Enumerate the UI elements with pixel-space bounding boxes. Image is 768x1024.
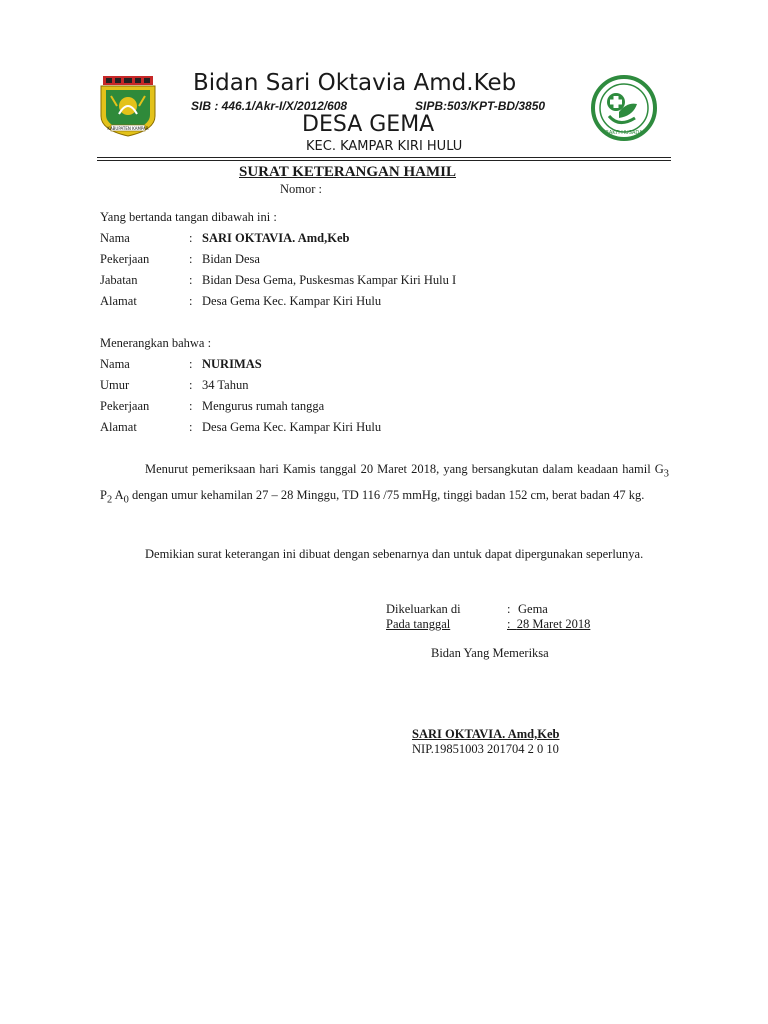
signer-job-label: Pekerjaan xyxy=(100,252,150,266)
seal-banner-text: KABUPATEN KAMPAR xyxy=(107,126,149,131)
bakti-husada-label: BAKTI HUSADA xyxy=(605,130,643,136)
subject-name-label: Nama xyxy=(100,357,130,371)
sipb-number: SIPB:503/KPT-BD/3850 xyxy=(415,99,546,113)
subject-job-label: Pekerjaan xyxy=(100,399,150,413)
colon: : xyxy=(189,252,193,266)
signer-job-value: Bidan Desa xyxy=(202,252,260,266)
number-label: Nomor : xyxy=(280,182,323,196)
sib-number: SIB : 446.1/Akr-I/X/2012/608 xyxy=(191,99,348,113)
colon: : xyxy=(189,357,193,371)
issued-place-label: Dikeluarkan di xyxy=(386,602,461,616)
header-divider-thick xyxy=(97,157,671,158)
paragraph-text: P xyxy=(100,488,107,502)
subject-name-value: NURIMAS xyxy=(202,357,262,371)
document-title: SURAT KETERANGAN HAMIL xyxy=(239,164,456,180)
abortus-count: 0 xyxy=(123,494,129,506)
signature-name: SARI OKTAVIA. Amd,Keb xyxy=(412,727,560,741)
issued-date-label: Pada tanggal xyxy=(386,617,451,631)
village-heading: DESA GEMA xyxy=(302,112,435,137)
signer-position-label: Jabatan xyxy=(100,273,138,287)
para-count: 2 xyxy=(106,494,113,506)
subject-job-value: Mengurus rumah tangga xyxy=(202,399,325,413)
colon: : xyxy=(189,273,193,287)
colon: : xyxy=(507,602,511,616)
paragraph-text: Menurut pemeriksaan hari Kamis tanggal 20 Maret 2018, yang bersangkutan dalam keadaan hamil G xyxy=(145,462,664,476)
district-heading: KEC. KAMPAR KIRI HULU xyxy=(306,139,463,154)
issued-date-colon-value xyxy=(507,617,606,632)
examination-paragraph xyxy=(100,459,669,511)
closing-paragraph: Demikian surat keterangan ini dibuat dengan sebenarnya dan untuk dapat dipergunakan seperlunya. xyxy=(145,547,644,561)
subject-address-label: Alamat xyxy=(100,420,137,434)
colon: : xyxy=(189,231,193,245)
signer-intro: Yang bertanda tangan dibawah ini : xyxy=(100,210,277,224)
paragraph-text: dengan umur kehamilan 27 – 28 Minggu, TD 116 /75 mmHg, tinggi badan 152 cm, berat badan 47 kg. xyxy=(128,488,645,502)
signer-address-value: Desa Gema Kec. Kampar Kiri Hulu xyxy=(202,294,382,308)
gravida-count: 3 xyxy=(663,468,669,480)
issued-place-value: Gema xyxy=(518,602,548,616)
kampar-regency-seal-logo xyxy=(97,76,159,138)
subject-age-label: Umur xyxy=(100,378,130,392)
paragraph-text: A xyxy=(112,488,124,502)
signer-position-value: Bidan Desa Gema, Puskesmas Kampar Kiri Hulu I xyxy=(202,273,457,287)
subject-age-value: 34 Tahun xyxy=(202,378,249,392)
subject-address-value: Desa Gema Kec. Kampar Kiri Hulu xyxy=(202,420,382,434)
signer-name-value: SARI OKTAVIA. Amd,Keb xyxy=(202,231,350,245)
issued-date-value: 28 Maret 2018 xyxy=(516,617,591,631)
signature-nip: NIP.19851003 201704 2 0 10 xyxy=(412,742,559,756)
colon: : xyxy=(189,399,193,413)
midwife-name-heading: Bidan Sari Oktavia Amd.Keb xyxy=(193,70,517,96)
colon: : xyxy=(189,294,193,308)
bakti-husada-logo xyxy=(589,72,659,144)
signature-caption: Bidan Yang Memeriksa xyxy=(431,646,549,660)
signer-address-label: Alamat xyxy=(100,294,137,308)
colon: : xyxy=(507,617,511,631)
colon: : xyxy=(189,420,193,434)
subject-intro: Menerangkan bahwa : xyxy=(100,336,212,350)
header-divider-thin xyxy=(97,160,671,161)
colon: : xyxy=(189,378,193,392)
signer-name-label: Nama xyxy=(100,231,130,245)
